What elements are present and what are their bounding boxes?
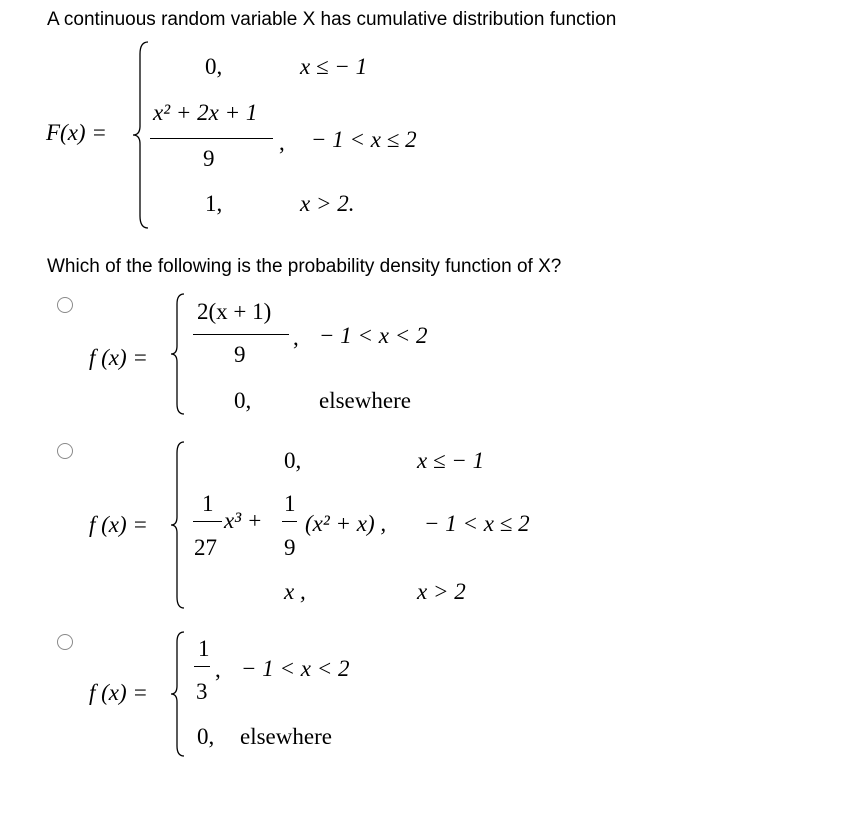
- option-b-row3-expr: x ,: [284, 579, 306, 604]
- option-b-brace: [168, 440, 188, 610]
- cdf-row2-numerator: x² + 2x + 1: [153, 100, 258, 125]
- option-b-row2-cond: − 1 < x ≤ 2: [424, 511, 530, 536]
- cdf-row2-fraction-bar: [150, 138, 273, 139]
- option-b-row2-term1: x³ +: [224, 508, 263, 533]
- option-a-row2-expr: 0,: [234, 388, 252, 413]
- option-b-row2-frac2-bar: [282, 521, 297, 522]
- option-b-lhs: f (x) =: [89, 512, 148, 537]
- option-b-row1-expr: 0,: [284, 448, 302, 473]
- option-b-row2-frac2-denominator: 9: [284, 535, 296, 560]
- option-a-lhs: f (x) =: [89, 345, 148, 370]
- option-a-row1-fraction-bar: [193, 334, 289, 335]
- option-c-row1-denominator: 3: [196, 679, 208, 704]
- option-b-row1-cond: x ≤ − 1: [417, 448, 485, 473]
- option-a-row1-comma: ,: [293, 325, 299, 350]
- option-b-radio[interactable]: [57, 443, 73, 459]
- cdf-row2-comma: ,: [279, 130, 285, 155]
- cdf-row2-denominator: 9: [203, 146, 215, 171]
- option-c-row1-numerator: 1: [198, 636, 210, 661]
- question-prompt: Which of the following is the probability density function of X?: [47, 256, 562, 277]
- option-b-row2-frac1-denominator: 27: [194, 535, 217, 560]
- option-c-row1-comma: ,: [215, 657, 221, 682]
- option-b-row2-frac2-numerator: 1: [284, 491, 296, 516]
- option-b-row2-term2: (x² + x) ,: [305, 511, 387, 536]
- cdf-row1-cond: x ≤ − 1: [300, 54, 368, 79]
- option-c-lhs: f (x) =: [89, 680, 148, 705]
- option-a-radio[interactable]: [57, 297, 73, 313]
- cdf-row2-cond: − 1 < x ≤ 2: [311, 127, 417, 152]
- option-a-brace: [168, 292, 188, 416]
- cdf-row1-expr: 0,: [205, 54, 223, 79]
- option-a-row1-denominator: 9: [234, 342, 246, 367]
- question-intro: A continuous random variable X has cumulative distribution function: [47, 9, 617, 30]
- option-c-radio[interactable]: [57, 634, 73, 650]
- option-b-row2-frac1-bar: [193, 521, 222, 522]
- cdf-row3-cond: x > 2.: [300, 191, 355, 216]
- cdf-lhs: F(x) =: [46, 120, 107, 145]
- option-a-row1-cond: − 1 < x < 2: [319, 323, 428, 348]
- option-a-row1-numerator: 2(x + 1): [197, 299, 272, 324]
- option-c-brace: [168, 630, 188, 758]
- option-c-row2-expr: 0,: [197, 724, 215, 749]
- option-b-row2-frac1-numerator: 1: [202, 491, 214, 516]
- cdf-brace: [130, 40, 152, 230]
- option-c-row1-fraction-bar: [194, 666, 210, 667]
- option-a-row2-cond: elsewhere: [319, 388, 411, 413]
- cdf-row3-expr: 1,: [205, 191, 223, 216]
- option-b-row3-cond: x > 2: [417, 579, 466, 604]
- option-c-row2-cond: elsewhere: [240, 724, 332, 749]
- option-c-row1-cond: − 1 < x < 2: [241, 656, 350, 681]
